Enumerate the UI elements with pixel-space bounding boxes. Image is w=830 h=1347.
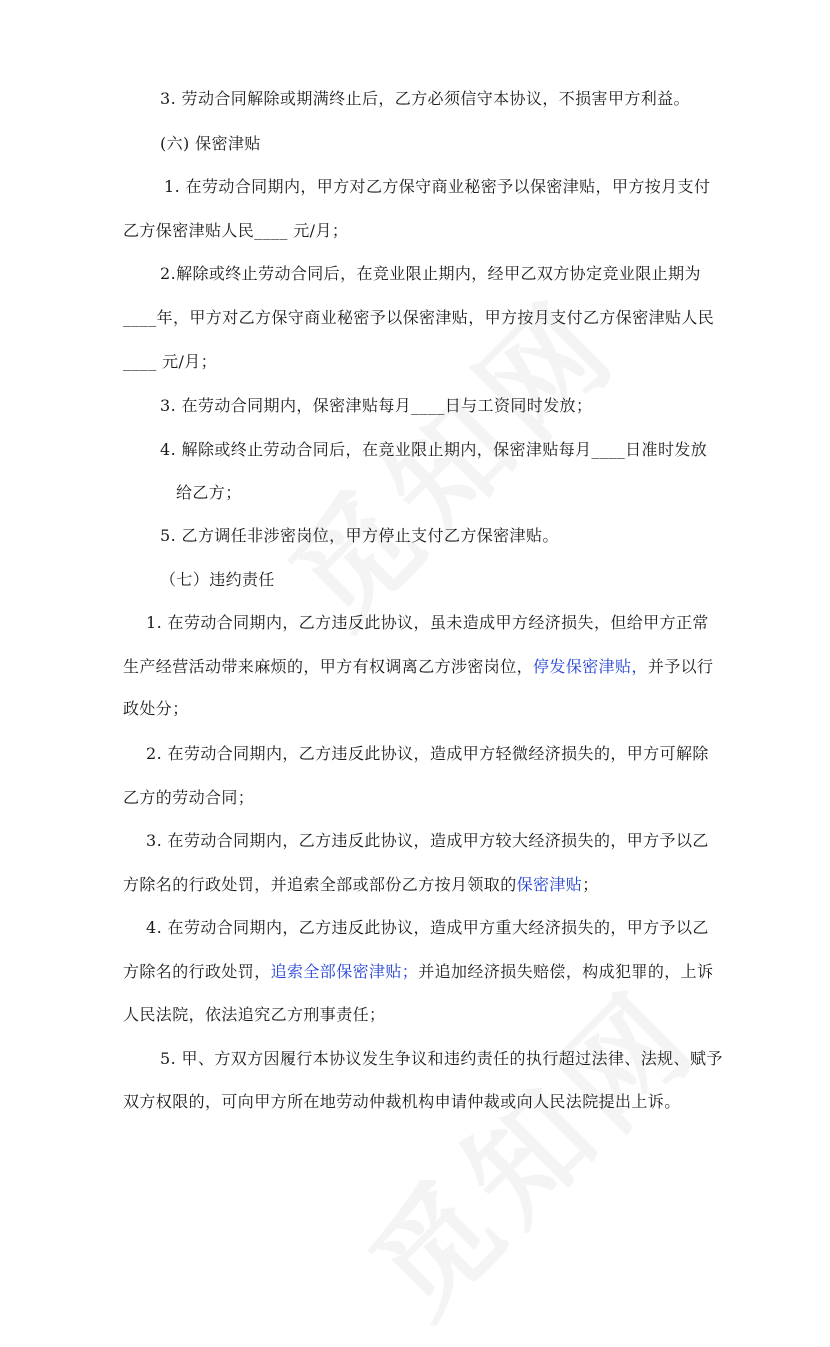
paragraph-line: 乙方的劳动合同；	[123, 788, 255, 807]
paragraph-line	[123, 657, 713, 677]
keyword-link[interactable]: 追索全部保密津贴；	[270, 962, 419, 981]
keyword-link[interactable]: 停发保密津贴，	[533, 657, 648, 676]
paragraph-line	[123, 875, 599, 895]
text-run: 并追加经济损失赔偿，构成犯罪的，上诉	[418, 962, 714, 981]
paragraph-line: 3. 劳动合同解除或期满终止后，乙方必须信守本协议，不损害甲方利益。	[160, 89, 690, 108]
paragraph-line: ____ 元/月；	[123, 352, 218, 371]
paragraph-line: 5. 乙方调任非涉密岗位，甲方停止支付乙方保密津贴。	[160, 526, 559, 545]
text-run: 生产经营活动带来麻烦的，甲方有权调离乙方涉密岗位，	[123, 657, 534, 676]
text-run: ；	[582, 875, 599, 894]
paragraph-line: 政处分；	[123, 699, 189, 718]
paragraph-line: 乙方保密津贴人民____ 元/月；	[123, 221, 349, 240]
paragraph-line: 4. 解除或终止劳动合同后，在竞业限止期内，保密津贴每月____日准时发放	[160, 440, 708, 459]
paragraph-line: 2.解除或终止劳动合同后，在竞业限止期内，经甲乙双方协定竞业限止期为	[160, 264, 701, 283]
paragraph-line: 5. 甲、方双方因履行本协议发生争议和违约责任的执行超过法律、法规、赋予	[160, 1049, 723, 1068]
paragraph-line	[123, 962, 713, 982]
paragraph-line: 给乙方；	[176, 483, 242, 502]
paragraph-line: 1. 在劳动合同期内，乙方违反此协议，虽未造成甲方经济损失，但给甲方正常	[146, 613, 709, 632]
text-run: 方除名的行政处罚，	[123, 962, 271, 981]
keyword-link[interactable]: 保密津贴	[516, 875, 583, 894]
paragraph-line: 3. 在劳动合同期内，乙方违反此协议，造成甲方较大经济损失的，甲方予以乙	[146, 831, 709, 850]
text-run: 并予以行	[647, 657, 714, 676]
paragraph-line: 3. 在劳动合同期内，保密津贴每月____日与工资同时发放；	[160, 396, 593, 415]
paragraph-line: 双方权限的，可向甲方所在地劳动仲裁机构申请仲裁或向人民法院提出上诉。	[123, 1092, 681, 1111]
text-run: 方除名的行政处罚，并追索全部或部份乙方按月领取的	[123, 875, 517, 894]
paragraph-line: 人民法院，依法追究乙方刑事责任；	[123, 1005, 386, 1024]
section-heading: (六) 保密津贴	[160, 134, 261, 153]
watermark	[327, 945, 729, 1347]
paragraph-line: 2. 在劳动合同期内，乙方违反此协议，造成甲方轻微经济损失的，甲方可解除	[146, 744, 709, 763]
section-heading: （七）违约责任	[160, 570, 275, 589]
paragraph-line: ____年，甲方对乙方保守商业秘密予以保密津贴，甲方按月支付乙方保密津贴人民	[123, 308, 715, 327]
paragraph-line: 1. 在劳动合同期内，甲方对乙方保守商业秘密予以保密津贴，甲方按月支付	[164, 177, 711, 196]
paragraph-line: 4. 在劳动合同期内，乙方违反此协议，造成甲方重大经济损失的，甲方予以乙	[146, 918, 709, 937]
